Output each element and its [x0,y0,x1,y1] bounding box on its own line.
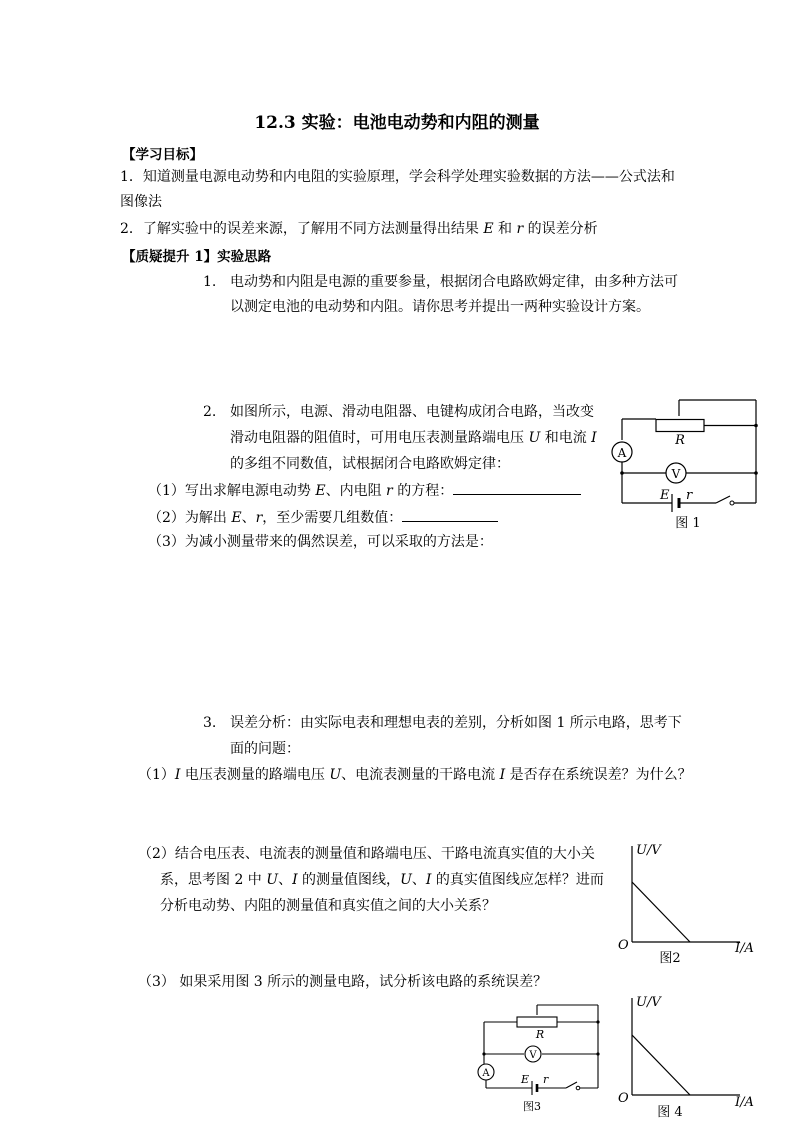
measured-line [632,1035,690,1095]
symbol-U: U [528,430,541,446]
figure-2-graph [612,838,764,968]
e2-text-c: 的真实值图线应怎样？进而 [431,872,604,888]
e2-text-a: 系，思考图 2 中 [160,872,267,888]
symbol-r: r [255,510,263,526]
figure-4-graph [612,990,764,1120]
symbol-U: U [266,872,279,888]
objective-1-line-1: 1．知道测量电源电动势和内电阻的实验原理，学会科学处理实验数据的方法——公式法和 [120,169,675,185]
symbol-U: U [329,767,342,783]
question-1-number: 1. [203,274,217,290]
symbol-I: I [591,430,597,446]
e2-text-b: 的测量值图线， [297,872,401,888]
objective-2-text-a: 2．了解实验中的误差来源，了解用不同方法测量得出结果 [120,221,484,237]
separator: 、 [278,872,293,888]
objective-2-text-b: 的误差分析 [523,221,598,237]
switch-blade [716,496,730,503]
e1-text-c: 、电流表测量的干路电流 [341,767,500,783]
question-2-line-2-text-b: 和电流 [540,430,592,446]
junction [482,1052,485,1055]
question-3-number: 3. [203,715,217,731]
figure-3-caption: 图3 [523,1100,541,1113]
y-axis-label: U/V [636,995,661,1010]
junction [754,471,758,475]
switch-contact [576,1086,580,1090]
objective-1-line-2: 图像法 [120,194,162,210]
answer-blank[interactable] [453,480,581,495]
sub-2-text-c: ，至少需要几组数值： [262,510,403,526]
symbol-I: I [174,767,181,783]
sub-question-2 [148,507,498,528]
answer-blank[interactable] [402,507,498,522]
symbol-I: I [425,872,432,888]
label-E: E [660,488,670,503]
label-r: r [686,488,693,503]
question-2-line-2 [230,428,597,448]
label-A: A [482,1068,490,1079]
junction [596,1052,599,1055]
symbol-U: U [400,872,412,888]
symbol-r: r [516,221,524,237]
question-3-line-2: 面的问题： [230,741,300,757]
sub-2-text-a: （2）为解出 [148,510,232,526]
error-question-1 [138,765,692,785]
error-question-3: （3） 如果采用图 3 所示的测量电路，试分析该电路的系统误差？ [138,974,548,990]
section1-heading: 【质疑提升 1】实验思路 [122,249,272,265]
label-r: r [543,1073,549,1086]
question-2-line-1: 如图所示，电源、滑动电阻器、电键构成闭合电路，当改变 [230,404,594,420]
label-V: V [671,467,681,481]
junction [620,471,624,475]
sub-1-text-b: 、内电阻 [325,483,387,499]
question-1-line-1: 电动势和内阻是电源的重要参量，根据闭合电路欧姆定律，由多种方法可 [230,274,678,290]
junction [596,1020,599,1023]
junction [754,424,758,428]
sub-1-text-a: （1）写出求解电源电动势 [148,483,316,499]
figure-2-caption: 图2 [659,951,681,966]
symbol-E: E [315,483,326,499]
symbol-E: E [483,221,494,237]
resistor-R [656,420,704,432]
symbol-E: E [231,510,242,526]
question-2-number: 2. [203,404,217,420]
e1-text-a: （1） [138,767,175,783]
objective-2-and: 和 [493,221,517,237]
objective-2 [120,219,598,239]
question-2-line-2-text-a: 滑动电阻器的阻值时，可用电压表测量路端电压 [230,430,529,446]
sub-question-1 [148,480,581,501]
figure-1-caption: 图 1 [675,516,701,531]
question-3-line-1: 误差分析：由实际电表和理想电表的差别，分析如图 1 所示电路，思考下 [230,715,682,731]
label-R: R [535,1028,545,1041]
label-A: A [617,446,627,460]
error-question-2-line-1: （2）结合电压表、电流表的测量值和路端电压、干路电流真实值的大小关 [138,846,595,862]
figure-3-circuit [474,998,604,1114]
sub-2-text-b: 、 [241,510,256,526]
label-R: R [675,433,685,448]
measured-line [632,882,690,942]
sub-question-3: （3）为减小测量带来的偶然误差，可以采取的方法是： [148,534,493,550]
e1-text-d: 是否存在系统误差？为什么？ [505,767,692,783]
page-title: 12.3 实验：电池电动势和内阻的测量 [254,113,540,133]
origin-label: O [618,938,629,953]
resistor-R [517,1017,557,1027]
e1-text-b: 电压表测量的路端电压 [180,767,330,783]
error-question-2-line-3: 分析电动势、内阻的测量值和真实值之间的大小关系？ [160,898,496,914]
x-axis-label: I/A [735,941,754,956]
figure-4-caption: 图 4 [657,1105,683,1120]
error-question-2-line-2 [160,870,604,890]
symbol-I: I [499,767,506,783]
objectives-heading: 【学习目标】 [122,147,203,163]
x-axis-label: I/A [735,1095,754,1110]
y-axis-label: U/V [636,843,661,858]
question-1-line-2: 以测定电池的电动势和内阻。请你思考并提出一两种实验设计方案。 [230,299,650,315]
figure-1-circuit [604,395,764,535]
label-V: V [529,1050,537,1061]
question-2-line-3: 的多组不同数值，试根据闭合电路欧姆定律： [230,456,510,472]
switch-blade [566,1082,577,1088]
label-E: E [521,1073,530,1086]
switch-contact [730,501,734,505]
origin-label: O [618,1091,629,1106]
symbol-I: I [292,872,298,888]
separator: 、 [411,872,426,888]
symbol-r: r [386,483,393,499]
sub-1-text-c: 的方程： [392,483,454,499]
